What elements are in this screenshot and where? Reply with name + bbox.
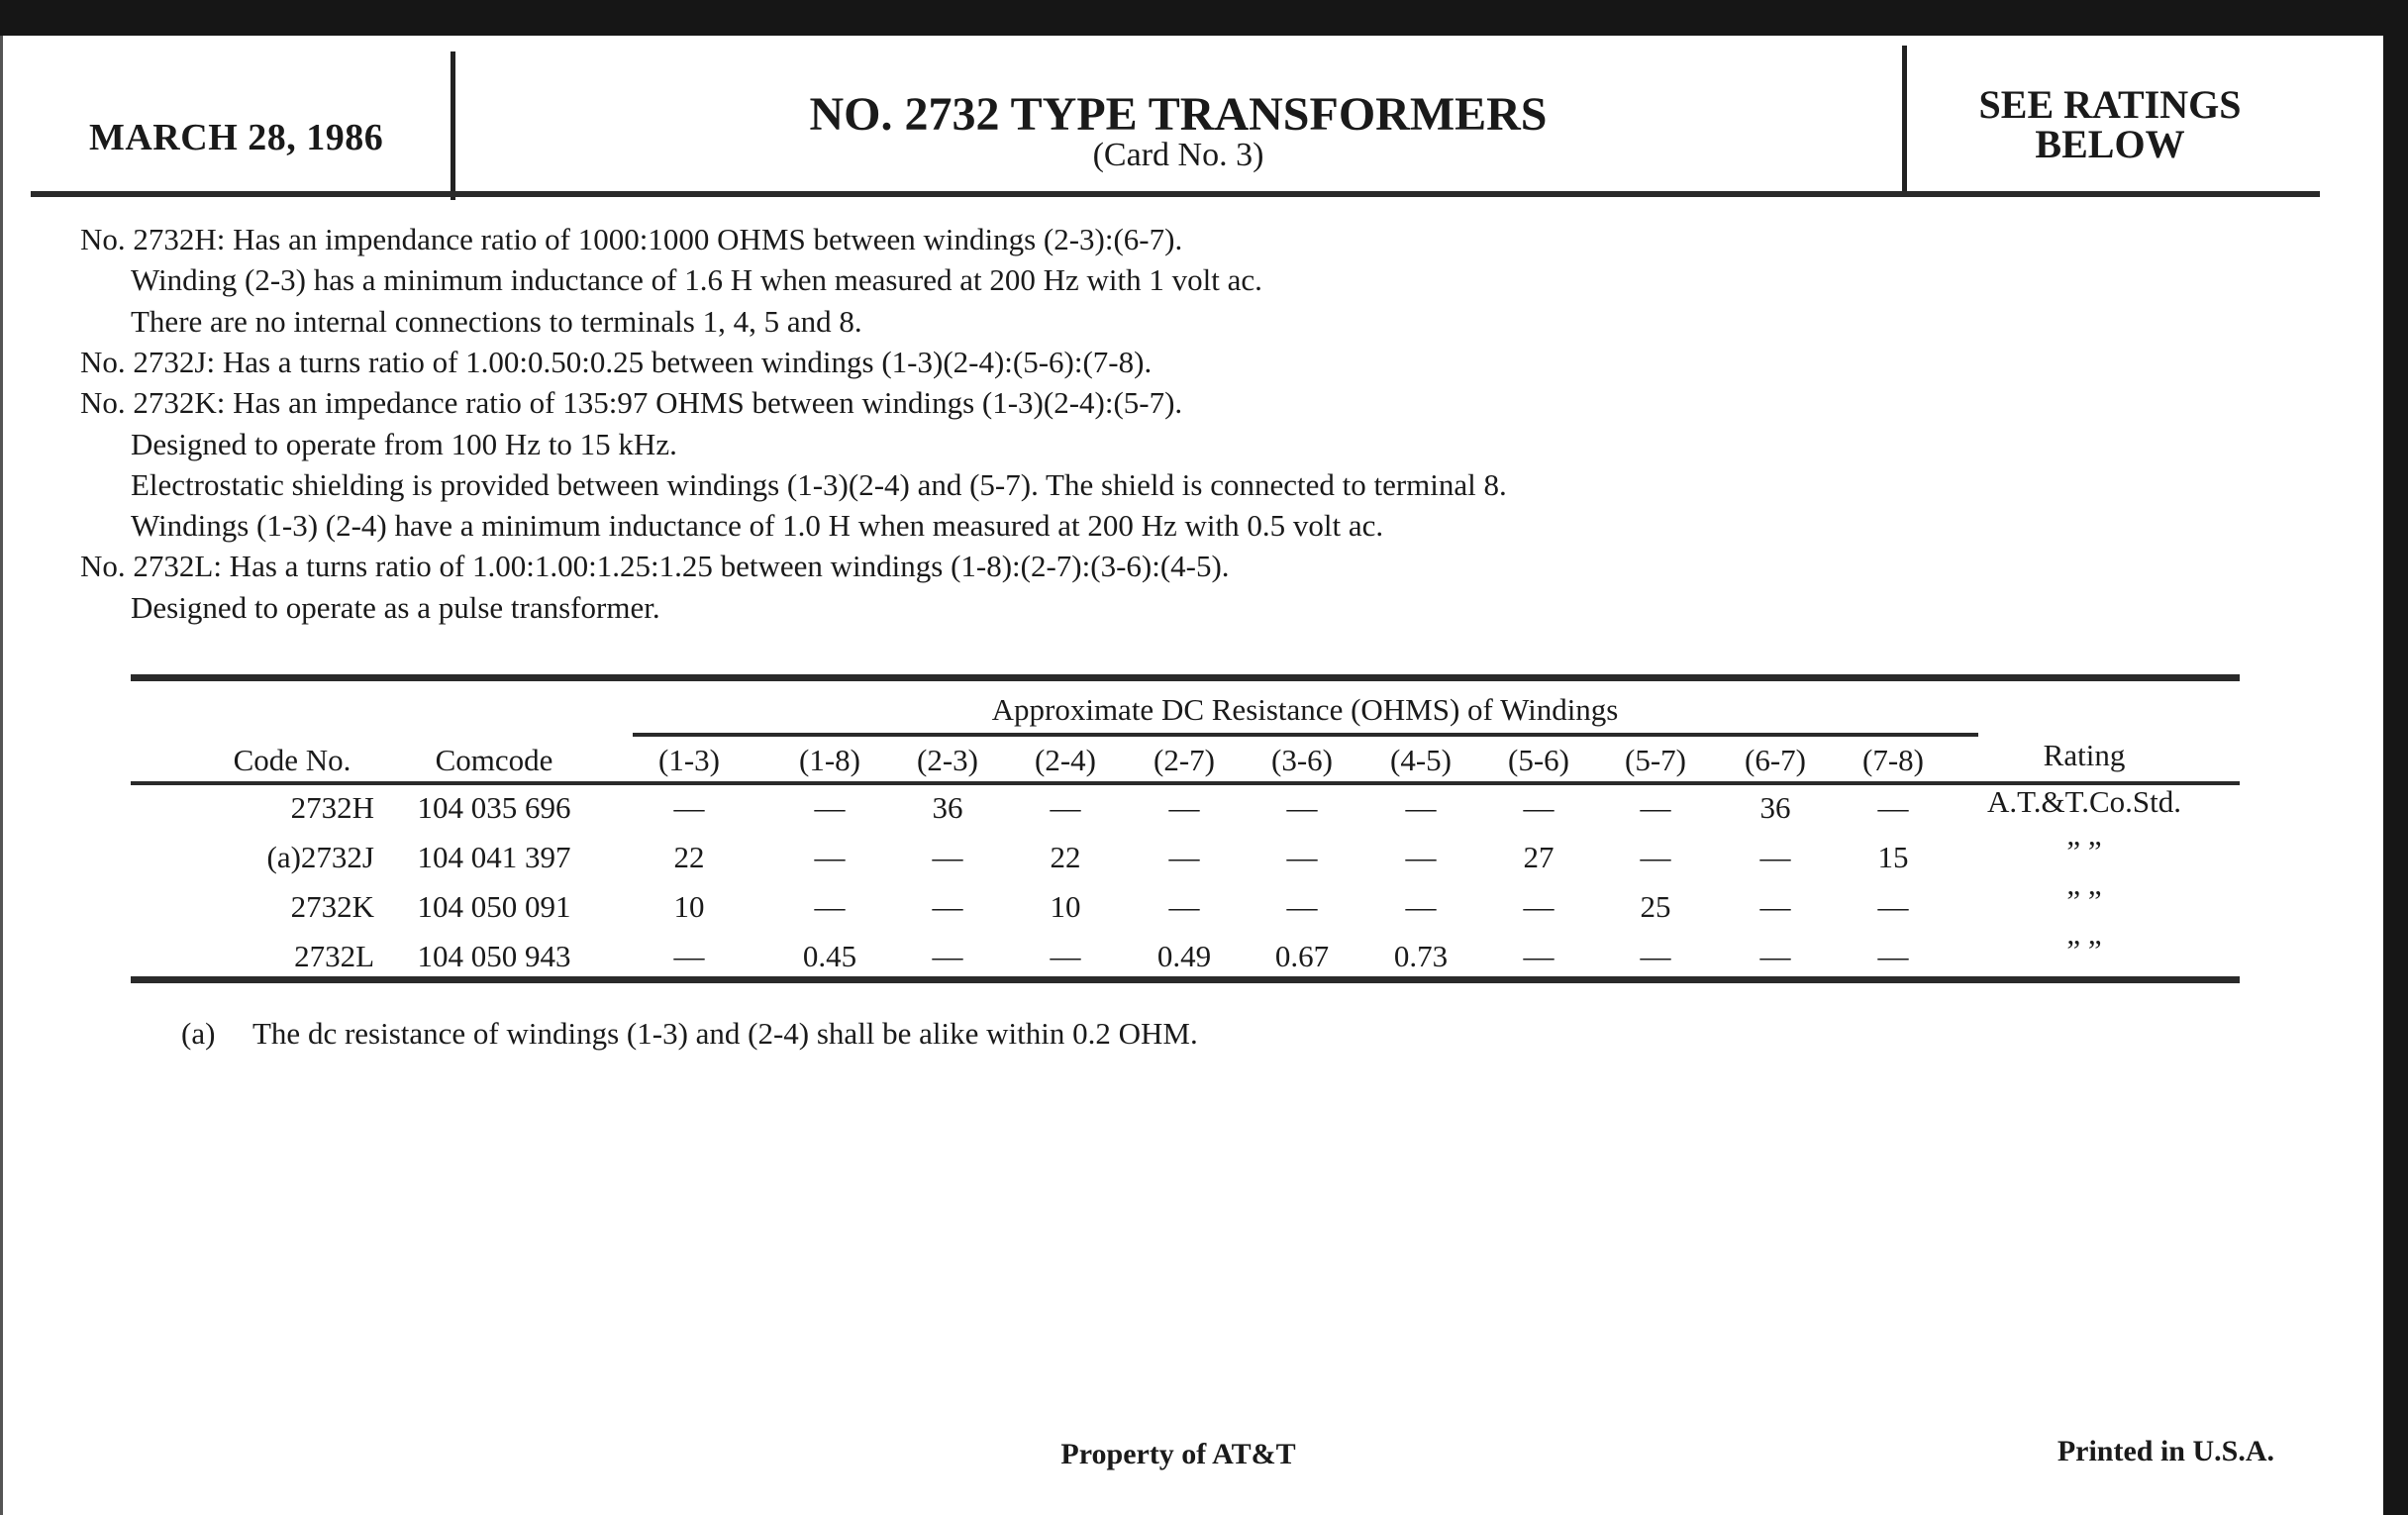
resistance-cell: — <box>814 790 846 825</box>
resistance-cell: 0.49 <box>1156 939 1212 973</box>
resistance-cell: — <box>1405 790 1437 825</box>
resistance-cell: 27 <box>1523 840 1555 874</box>
resistance-cell: — <box>673 939 705 973</box>
header-divider-left <box>451 51 455 200</box>
column-header: Rating <box>2043 738 2126 772</box>
code-cell: 2732H <box>290 790 374 825</box>
description-line: Electrostatic shielding is provided between windings (1-3)(2-4) and (5-7). The shield is connected to terminal 8. <box>131 466 1507 502</box>
description-line: Designed to operate from 100 Hz to 15 kHz. <box>131 426 677 461</box>
resistance-cell: — <box>1405 889 1437 924</box>
resistance-cell: — <box>1759 939 1791 973</box>
comcode-cell: 104 050 091 <box>417 889 571 924</box>
printed-note: Printed in U.S.A. <box>2057 1435 2274 1467</box>
description-line: No. 2732J: Has a turns ratio of 1.00:0.50:0.25 between windings (1-3)(2-4):(5-6):(7-8). <box>80 344 1153 379</box>
resistance-cell: 15 <box>1877 840 1909 874</box>
resistance-cell: — <box>1759 889 1791 924</box>
resistance-cell: — <box>814 889 846 924</box>
column-header: (2-7) <box>1154 743 1215 777</box>
column-header: (2-4) <box>1035 743 1096 777</box>
header-divider-right <box>1902 46 1907 194</box>
column-header: (3-6) <box>1271 743 1333 777</box>
card-number: (Card No. 3) <box>1092 137 1264 173</box>
resistance-cell: 10 <box>1050 889 1081 924</box>
resistance-cell: — <box>1050 939 1081 973</box>
resistance-cell: — <box>932 889 963 924</box>
column-header: (4-5) <box>1390 743 1452 777</box>
description-line: Windings (1-3) (2-4) have a minimum inductance of 1.0 H when measured at 200 Hz with 0.5 volt ac. <box>131 508 1384 544</box>
description-line: No. 2732L: Has a turns ratio of 1.00:1.00:1.25:1.25 between windings (1-8):(2-7):(3-6):(4-5). <box>80 549 1230 584</box>
description-line: Winding (2-3) has a minimum inductance of 1.6 H when measured at 200 Hz with 1 volt ac. <box>131 262 1262 298</box>
resistance-cell: 0.45 <box>802 939 857 973</box>
resistance-cell: 0.73 <box>1393 939 1449 973</box>
rating-cell: ” ” <box>2066 834 2102 868</box>
column-header: (1-8) <box>799 743 860 777</box>
table-top-rule <box>131 674 2240 681</box>
resistance-cell: — <box>1877 790 1909 825</box>
card-title: NO. 2732 TYPE TRANSFORMERS <box>809 88 1548 141</box>
column-header: (6-7) <box>1745 743 1806 777</box>
resistance-cell: — <box>1640 790 1671 825</box>
resistance-cell: — <box>1168 790 1200 825</box>
column-header: (1-3) <box>658 743 720 777</box>
comcode-cell: 104 041 397 <box>417 840 571 874</box>
resistance-cell: — <box>1286 790 1318 825</box>
header-bottom-rule <box>131 781 2240 785</box>
header-rule <box>31 191 2320 197</box>
resistance-cell: — <box>1523 889 1555 924</box>
card-date: MARCH 28, 1986 <box>89 117 384 158</box>
column-header: (7-8) <box>1862 743 1924 777</box>
see-ratings-note <box>1978 82 2242 166</box>
resistance-cell: 36 <box>932 790 963 825</box>
span-header-rule <box>633 733 1978 737</box>
card-left-edge <box>0 36 3 1515</box>
span-header: Approximate DC Resistance (OHMS) of Windings <box>991 692 1619 727</box>
resistance-cell: — <box>1286 889 1318 924</box>
column-header: Comcode <box>435 743 553 777</box>
resistance-cell: 25 <box>1640 889 1671 924</box>
scan-right-border <box>2383 0 2408 1515</box>
resistance-cell: — <box>1050 790 1081 825</box>
rating-cell: A.T.&T.Co.Std. <box>1986 784 2182 819</box>
see-ratings-line-1: SEE RATINGS <box>1978 82 2242 127</box>
description-line: Designed to operate as a pulse transformer. <box>131 589 660 625</box>
resistance-cell: 36 <box>1759 790 1791 825</box>
resistance-cell: — <box>1523 790 1555 825</box>
description-line: No. 2732K: Has an impedance ratio of 135:97 OHMS between windings (1-3)(2-4):(5-7). <box>80 385 1183 421</box>
footnote-mark: (a) <box>181 1016 216 1051</box>
resistance-cell: — <box>1168 889 1200 924</box>
resistance-cell: 22 <box>673 840 705 874</box>
resistance-cell: 22 <box>1050 840 1081 874</box>
resistance-cell: — <box>673 790 705 825</box>
column-header: (5-7) <box>1625 743 1686 777</box>
scan-top-border <box>0 0 2408 36</box>
see-ratings-line-2: BELOW <box>2035 122 2185 166</box>
resistance-cell: — <box>1877 889 1909 924</box>
property-note: Property of AT&T <box>1060 1438 1296 1470</box>
column-header: (2-3) <box>917 743 978 777</box>
rating-cell: ” ” <box>2066 933 2102 967</box>
resistance-cell: 0.67 <box>1274 939 1330 973</box>
resistance-cell: — <box>1759 840 1791 874</box>
resistance-cell: — <box>1640 840 1671 874</box>
code-cell: (a)2732J <box>266 840 374 874</box>
resistance-cell: — <box>1640 939 1671 973</box>
description-line: No. 2732H: Has an impendance ratio of 1000:1000 OHMS between windings (2-3):(6-7). <box>80 222 1183 256</box>
footnote-text: The dc resistance of windings (1-3) and (2-4) shall be alike within 0.2 OHM. <box>252 1016 1198 1051</box>
column-header: Code No. <box>233 743 351 777</box>
rating-cell: ” ” <box>2066 883 2102 918</box>
comcode-cell: 104 050 943 <box>417 939 571 973</box>
description-line: There are no internal connections to terminals 1, 4, 5 and 8. <box>131 303 862 339</box>
resistance-cell: — <box>1286 840 1318 874</box>
resistance-cell: — <box>1877 939 1909 973</box>
resistance-cell: — <box>1168 840 1200 874</box>
resistance-cell: — <box>932 939 963 973</box>
code-cell: 2732L <box>294 939 374 973</box>
table-bottom-rule <box>131 976 2240 983</box>
column-header: (5-6) <box>1508 743 1569 777</box>
resistance-cell: — <box>932 840 963 874</box>
code-cell: 2732K <box>290 889 374 924</box>
resistance-cell: — <box>814 840 846 874</box>
comcode-cell: 104 035 696 <box>417 790 571 825</box>
resistance-cell: 10 <box>673 889 705 924</box>
resistance-cell: — <box>1405 840 1437 874</box>
resistance-cell: — <box>1523 939 1555 973</box>
